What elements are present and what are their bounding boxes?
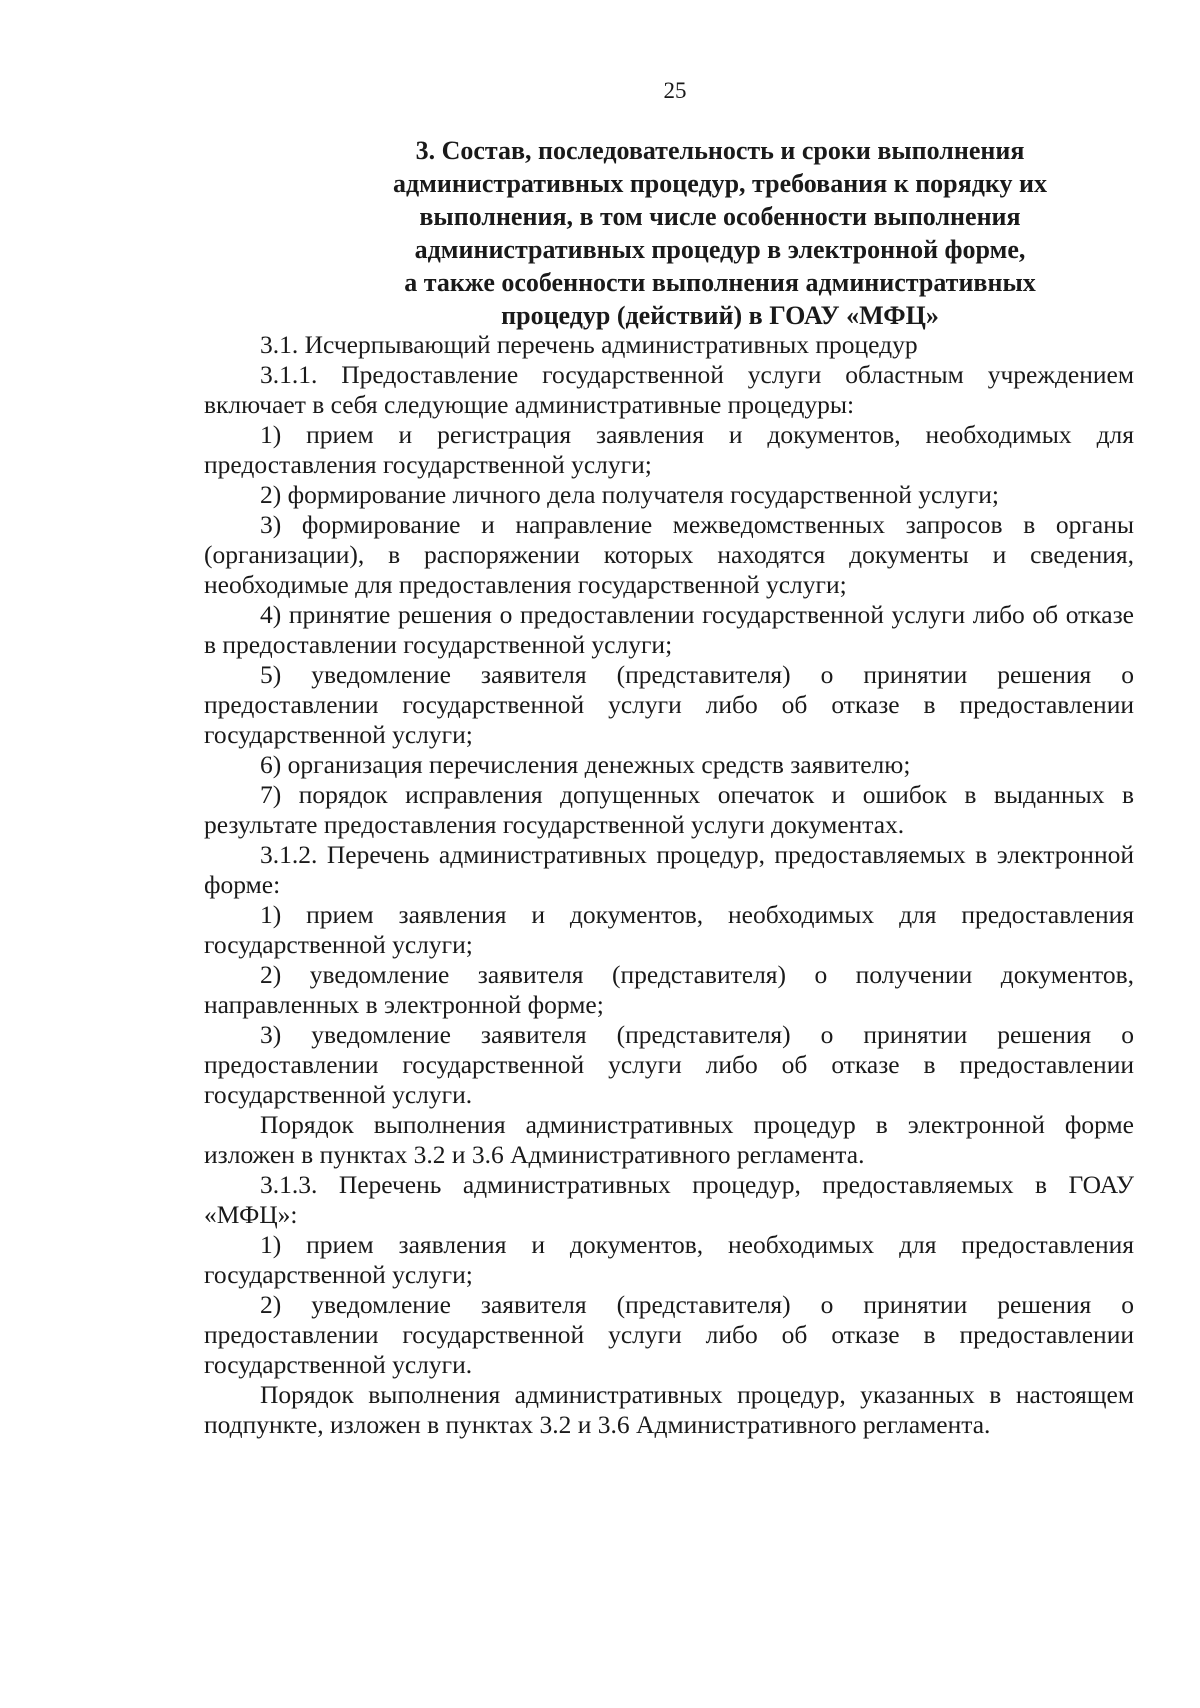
heading-line: административных процедур, требования к порядку их [393,169,1047,198]
list-item: 2) уведомление заявителя (представителя) о получении документов, направленных в электронной форме; [204,960,1134,1019]
paragraph: 3.1. Исчерпывающий перечень административных процедур [260,330,918,359]
paragraph: 3.1.1. Предоставление государственной услуги областным учреждением включает в себя следующие административные процедуры: [204,360,1134,419]
page-number: 25 [663,78,687,103]
list-item: 3) уведомление заявителя (представителя) о принятии решения о предоставлении государственной услуги либо об отказе в предоставлении государственной услуги. [204,1020,1134,1109]
list-item: 3) формирование и направление межведомственных запросов в органы (организации), в распоряжении которых находятся документы и сведения, необходимые для предоставления государственной услуги; [204,510,1134,599]
list-item: 2) формирование личного дела получателя государственной услуги; [260,480,999,509]
paragraph: 3.1.3. Перечень административных процедур, предоставляемых в ГОАУ «МФЦ»: [204,1170,1134,1229]
list-item: 5) уведомление заявителя (представителя) о принятии решения о предоставлении государственной услуги либо об отказе в предоставлении государственной услуги; [204,660,1134,749]
heading-line: а также особенности выполнения административных [404,268,1036,297]
paragraph: Порядок выполнения административных процедур в электронной форме изложен в пунктах 3.2 и 3.6 Административного регламента. [204,1110,1134,1169]
heading-line: 3. Состав, последовательность и сроки выполнения [415,136,1025,165]
section-heading [280,134,1160,332]
list-item: 2) уведомление заявителя (представителя) о принятии решения о предоставлении государственной услуги либо об отказе в предоставлении государственной услуги. [204,1290,1134,1379]
list-item: 1) прием заявления и документов, необходимых для предоставления государственной услуги; [204,900,1134,959]
paragraph: 3.1.2. Перечень административных процедур, предоставляемых в электронной форме: [204,840,1134,899]
list-item: 6) организация перечисления денежных средств заявителю; [260,750,911,779]
document-body [204,330,1134,1440]
heading-line: процедур (действий) в ГОАУ «МФЦ» [501,301,939,330]
list-item: 7) порядок исправления допущенных опечаток и ошибок в выданных в результате предоставления государственной услуги документах. [204,780,1134,839]
list-item: 1) прием заявления и документов, необходимых для предоставления государственной услуги; [204,1230,1134,1289]
heading-line: административных процедур в электронной форме, [414,235,1026,264]
heading-line: выполнения, в том числе особенности выполнения [419,202,1021,231]
list-item: 4) принятие решения о предоставлении государственной услуги либо об отказе в предоставлении государственной услуги; [204,600,1134,659]
list-item: 1) прием и регистрация заявления и документов, необходимых для предоставления государственной услуги; [204,420,1134,479]
paragraph: Порядок выполнения административных процедур, указанных в настоящем подпункте, изложен в пунктах 3.2 и 3.6 Административного регламента. [204,1380,1134,1439]
